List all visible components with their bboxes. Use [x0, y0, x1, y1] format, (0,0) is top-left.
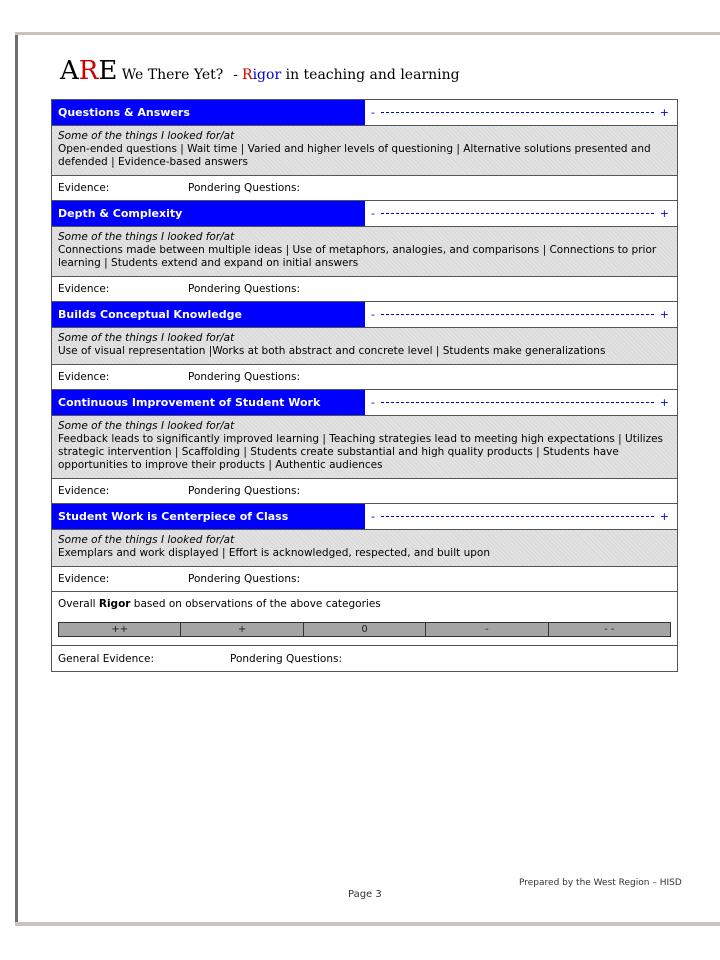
- rating-scale[interactable]: [365, 504, 677, 529]
- scale-dashed-line: [381, 516, 654, 517]
- title-rigor-r: R: [242, 67, 253, 83]
- rating-plus[interactable]: +: [181, 623, 303, 636]
- rating-scale[interactable]: [365, 201, 677, 226]
- general-pondering-label: Pondering Questions:: [230, 652, 343, 665]
- pondering-label: Pondering Questions:: [188, 182, 301, 194]
- evidence-label: Evidence:: [58, 485, 110, 497]
- rating-scale[interactable]: [365, 302, 677, 327]
- scale-plus[interactable]: +: [659, 106, 669, 119]
- title-letter-e: E: [98, 56, 118, 86]
- look-for-items: Feedback leads to significantly improved learning | Teaching strategies lead to meeting high expectations | Utilizes strategic intervention | Scaffolding | Students create substantial and high quality products | Students have opportunities to improve their products | Authentic audiences: [58, 433, 664, 471]
- pondering-label: Pondering Questions:: [188, 485, 301, 497]
- page-number: Page 3: [348, 889, 382, 900]
- evidence-label: Evidence:: [58, 371, 110, 383]
- page-left-border: [15, 35, 18, 925]
- rating-double-plus[interactable]: ++: [59, 623, 181, 636]
- look-for-label: Some of the things I looked for/at: [58, 231, 235, 243]
- look-for-box: [52, 416, 677, 479]
- scale-plus[interactable]: +: [659, 207, 669, 220]
- scale-minus[interactable]: -: [371, 207, 375, 220]
- pondering-label: Pondering Questions:: [188, 573, 301, 585]
- general-evidence-row[interactable]: [52, 646, 677, 671]
- look-for-label: Some of the things I looked for/at: [58, 130, 235, 142]
- evidence-label: Evidence:: [58, 182, 110, 194]
- scale-dashed-line: [381, 314, 654, 315]
- look-for-items: Use of visual representation |Works at both abstract and concrete level | Students make generalizations: [58, 345, 606, 357]
- scale-dashed-line: [381, 213, 654, 214]
- title-dash: -: [233, 67, 239, 83]
- evidence-row[interactable]: [52, 176, 677, 201]
- title-rest: We There Yet?: [117, 67, 224, 83]
- look-for-label: Some of the things I looked for/at: [58, 420, 235, 432]
- look-for-box: [52, 530, 677, 567]
- scale-minus[interactable]: -: [371, 396, 375, 409]
- evidence-row[interactable]: [52, 567, 677, 592]
- page-top-border: [15, 32, 720, 35]
- rating-double-minus[interactable]: - -: [604, 624, 615, 635]
- section-title: Student Work is Centerpiece of Class: [52, 504, 365, 529]
- scale-minus[interactable]: -: [371, 308, 375, 321]
- prepared-by-footer: Prepared by the West Region – HISD: [519, 878, 682, 888]
- evidence-row[interactable]: [52, 277, 677, 302]
- title-rigor-rest: igor: [252, 67, 282, 83]
- overall-rating-scale: [58, 622, 671, 637]
- pondering-label: Pondering Questions:: [188, 371, 301, 383]
- look-for-items: Connections made between multiple ideas | Use of metaphors, analogies, and comparisons | Connections to prior learning | Students extend and expand on initial answers: [58, 244, 657, 269]
- section-title: Depth & Complexity: [52, 201, 365, 226]
- rigor-observation-form: [51, 99, 678, 672]
- page-bottom-border: [15, 922, 720, 926]
- look-for-box: [52, 328, 677, 365]
- look-for-items: Open-ended questions | Wait time | Varied and higher levels of questioning | Alternative solutions presented and defended | Evidence-based answers: [58, 143, 651, 168]
- section-title: Continuous Improvement of Student Work: [52, 390, 365, 415]
- section-header: [52, 201, 677, 227]
- look-for-label: Some of the things I looked for/at: [58, 534, 235, 546]
- rating-scale[interactable]: [365, 100, 677, 125]
- rating-minus[interactable]: -: [426, 623, 548, 636]
- look-for-items: Exemplars and work displayed | Effort is acknowledged, respected, and built upon: [58, 547, 490, 559]
- scale-plus[interactable]: +: [659, 510, 669, 523]
- evidence-row[interactable]: [52, 479, 677, 504]
- title-tail: in teaching and learning: [281, 67, 460, 83]
- scale-plus[interactable]: +: [659, 308, 669, 321]
- section-header: [52, 100, 677, 126]
- scale-minus[interactable]: -: [371, 106, 375, 119]
- page-title: [60, 56, 460, 86]
- overall-rigor-block: [52, 592, 677, 646]
- scale-plus[interactable]: +: [659, 396, 669, 409]
- evidence-label: Evidence:: [58, 573, 110, 585]
- title-letter-a: A: [60, 56, 79, 86]
- section-title: Questions & Answers: [52, 100, 365, 125]
- evidence-label: Evidence:: [58, 283, 110, 295]
- section-header: [52, 390, 677, 416]
- section-header: [52, 302, 677, 328]
- title-letter-r: R: [78, 56, 99, 86]
- overall-rigor-text: [58, 598, 671, 610]
- overall-post: based on observations of the above categories: [130, 598, 381, 610]
- look-for-box: [52, 126, 677, 176]
- scale-dashed-line: [381, 402, 654, 403]
- section-title: Builds Conceptual Knowledge: [52, 302, 365, 327]
- section-header: [52, 504, 677, 530]
- rating-scale[interactable]: [365, 390, 677, 415]
- overall-rigor-bold: Rigor: [98, 598, 131, 610]
- look-for-label: Some of the things I looked for/at: [58, 332, 235, 344]
- look-for-box: [52, 227, 677, 277]
- overall-pre: Overall: [58, 598, 99, 610]
- general-evidence-label: General Evidence:: [58, 652, 155, 665]
- pondering-label: Pondering Questions:: [188, 283, 301, 295]
- evidence-row[interactable]: [52, 365, 677, 390]
- scale-minus[interactable]: -: [371, 510, 375, 523]
- rating-zero[interactable]: 0: [304, 623, 426, 636]
- scale-dashed-line: [381, 112, 654, 113]
